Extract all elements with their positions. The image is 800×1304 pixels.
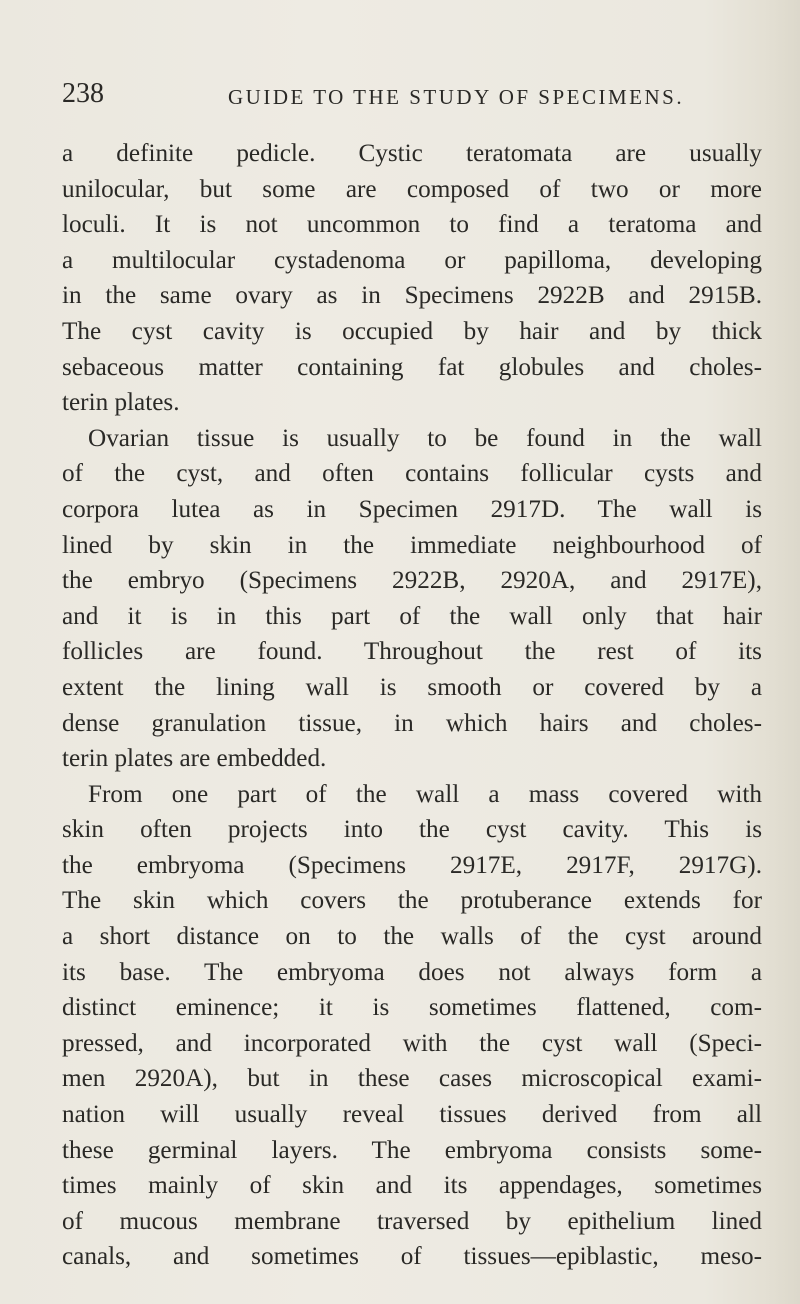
text-line: dense granulation tissue, in which hairs and choles-: [62, 709, 762, 737]
text-line: lined by skin in the immediate neighbourhood of: [62, 531, 762, 559]
running-head: [62, 78, 762, 114]
text-line: nation will usually reveal tissues derived from all: [62, 1101, 762, 1129]
text-line: pressed, and incorporated with the cyst wall (Speci-: [62, 1029, 762, 1057]
page-number: 238: [62, 78, 104, 109]
text-line: a multilocular cystadenoma or papilloma, developing: [62, 246, 762, 274]
text-line: unilocular, but some are composed of two or more: [62, 175, 762, 203]
text-line: of the cyst, and often contains follicular cysts and: [62, 460, 762, 488]
text-line: Ovarian tissue is usually to be found in the wall: [88, 424, 762, 452]
text-line: and it is in this part of the wall only that hair: [62, 602, 762, 630]
body-text: [62, 136, 762, 1275]
text-line: extent the lining wall is smooth or covered by a: [62, 673, 762, 701]
text-line: men 2920A), but in these cases microscopical exami-: [62, 1065, 762, 1093]
text-line: canals, and sometimes of tissues—epiblastic, meso-: [62, 1243, 762, 1271]
text-line: corpora lutea as in Specimen 2917D. The wall is: [62, 495, 762, 523]
text-line: sebaceous matter containing fat globules and choles-: [62, 353, 762, 381]
text-line: a definite pedicle. Cystic teratomata are usually: [62, 140, 762, 167]
text-line: of mucous membrane traversed by epithelium lined: [62, 1207, 762, 1235]
text-line: a short distance on to the walls of the cyst around: [62, 923, 762, 951]
text-line: terin plates are embedded.: [62, 745, 327, 773]
text-line: times mainly of skin and its appendages, sometimes: [62, 1172, 762, 1200]
text-line: distinct eminence; it is sometimes flattened, com-: [62, 994, 762, 1022]
text-line: loculi. It is not uncommon to find a teratoma and: [62, 211, 762, 239]
text-line: its base. The embryoma does not always form a: [62, 958, 762, 986]
text-line: these germinal layers. The embryoma consists some-: [62, 1136, 762, 1164]
text-line: the embryo (Specimens 2922B, 2920A, and 2917E),: [62, 567, 762, 595]
running-title: GUIDE TO THE STUDY OF SPECIMENS.: [228, 85, 685, 109]
text-line: terin plates.: [62, 389, 180, 417]
text-line: The skin which covers the protuberance extends for: [62, 887, 762, 915]
text-line: skin often projects into the cyst cavity. This is: [62, 816, 762, 844]
text-line: in the same ovary as in Specimens 2922B and 2915B.: [62, 282, 762, 310]
text-line: follicles are found. Throughout the rest of its: [62, 638, 762, 666]
text-line: From one part of the wall a mass covered with: [88, 780, 762, 808]
text-line: the embryoma (Specimens 2917E, 2917F, 2917G).: [62, 851, 762, 879]
text-line: The cyst cavity is occupied by hair and by thick: [62, 317, 762, 345]
